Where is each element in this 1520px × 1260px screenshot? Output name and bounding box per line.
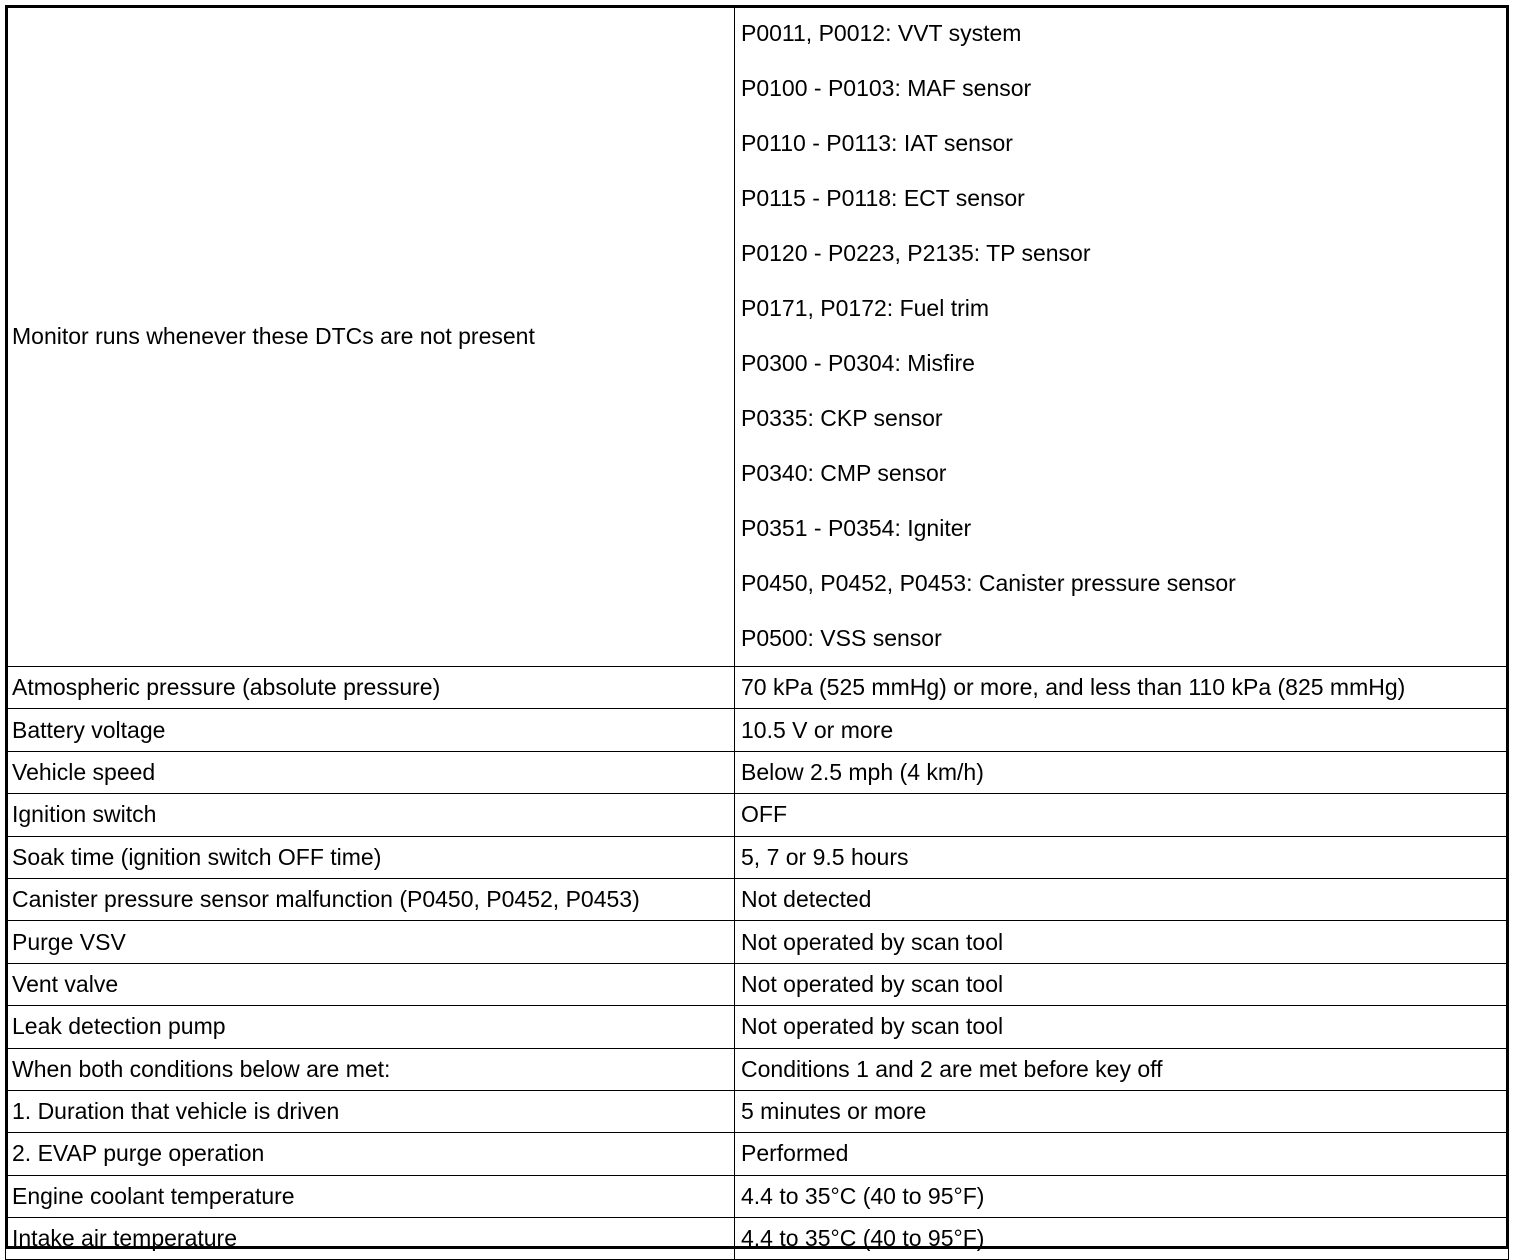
condition-cell: Below 2.5 mph (4 km/h): [735, 751, 1509, 793]
item-cell: Ignition switch: [6, 794, 735, 836]
item-cell: Intake air temperature: [6, 1218, 735, 1260]
condition-cell: Performed: [735, 1133, 1509, 1175]
dtc-item: P0171, P0172: Fuel trim: [741, 295, 990, 321]
condition-cell: 70 kPa (525 mmHg) or more, and less than 110 kPa (825 mmHg): [735, 667, 1509, 709]
dtc-item: P0120 - P0223, P2135: TP sensor: [741, 240, 1091, 266]
item-cell: Vent valve: [6, 963, 735, 1005]
condition-cell: 10.5 V or more: [735, 709, 1509, 751]
item-cell: Canister pressure sensor malfunction (P0450, P0452, P0453): [6, 878, 735, 920]
condition-cell: 4.4 to 35°C (40 to 95°F): [735, 1218, 1509, 1260]
dtc-row-label: Monitor runs whenever these DTCs are not present: [6, 6, 735, 667]
item-cell: Battery voltage: [6, 709, 735, 751]
dtc-item: P0011, P0012: VVT system: [741, 20, 1022, 46]
item-cell: Leak detection pump: [6, 1006, 735, 1048]
dtc-item: P0450, P0452, P0453: Canister pressure sensor: [741, 570, 1236, 596]
condition-cell: OFF: [735, 794, 1509, 836]
condition-cell: Conditions 1 and 2 are met before key off: [735, 1048, 1509, 1090]
item-cell: Vehicle speed: [6, 751, 735, 793]
dtc-item: P0340: CMP sensor: [741, 460, 947, 486]
item-cell: 2. EVAP purge operation: [6, 1133, 735, 1175]
item-cell: 1. Duration that vehicle is driven: [6, 1090, 735, 1132]
condition-cell: 5, 7 or 9.5 hours: [735, 836, 1509, 878]
item-cell: When both conditions below are met:: [6, 1048, 735, 1090]
condition-cell: Not detected: [735, 878, 1509, 920]
item-cell: Soak time (ignition switch OFF time): [6, 836, 735, 878]
condition-cell: Not operated by scan tool: [735, 963, 1509, 1005]
dtc-item: P0300 - P0304: Misfire: [741, 350, 975, 376]
dtc-item: P0335: CKP sensor: [741, 405, 943, 431]
dtc-item: P0100 - P0103: MAF sensor: [741, 75, 1032, 101]
item-cell: Purge VSV: [6, 921, 735, 963]
dtc-item: P0110 - P0113: IAT sensor: [741, 130, 1013, 156]
condition-cell: Not operated by scan tool: [735, 1006, 1509, 1048]
dtc-item: P0351 - P0354: Igniter: [741, 515, 972, 541]
dtc-item: P0500: VSS sensor: [741, 625, 942, 651]
table-outer-border: [5, 5, 1509, 1249]
item-cell: Atmospheric pressure (absolute pressure): [6, 667, 735, 709]
item-cell: Engine coolant temperature: [6, 1175, 735, 1217]
dtc-item: P0115 - P0118: ECT sensor: [741, 185, 1025, 211]
condition-cell: 4.4 to 35°C (40 to 95°F): [735, 1175, 1509, 1217]
condition-cell: Not operated by scan tool: [735, 921, 1509, 963]
condition-cell: 5 minutes or more: [735, 1090, 1509, 1132]
